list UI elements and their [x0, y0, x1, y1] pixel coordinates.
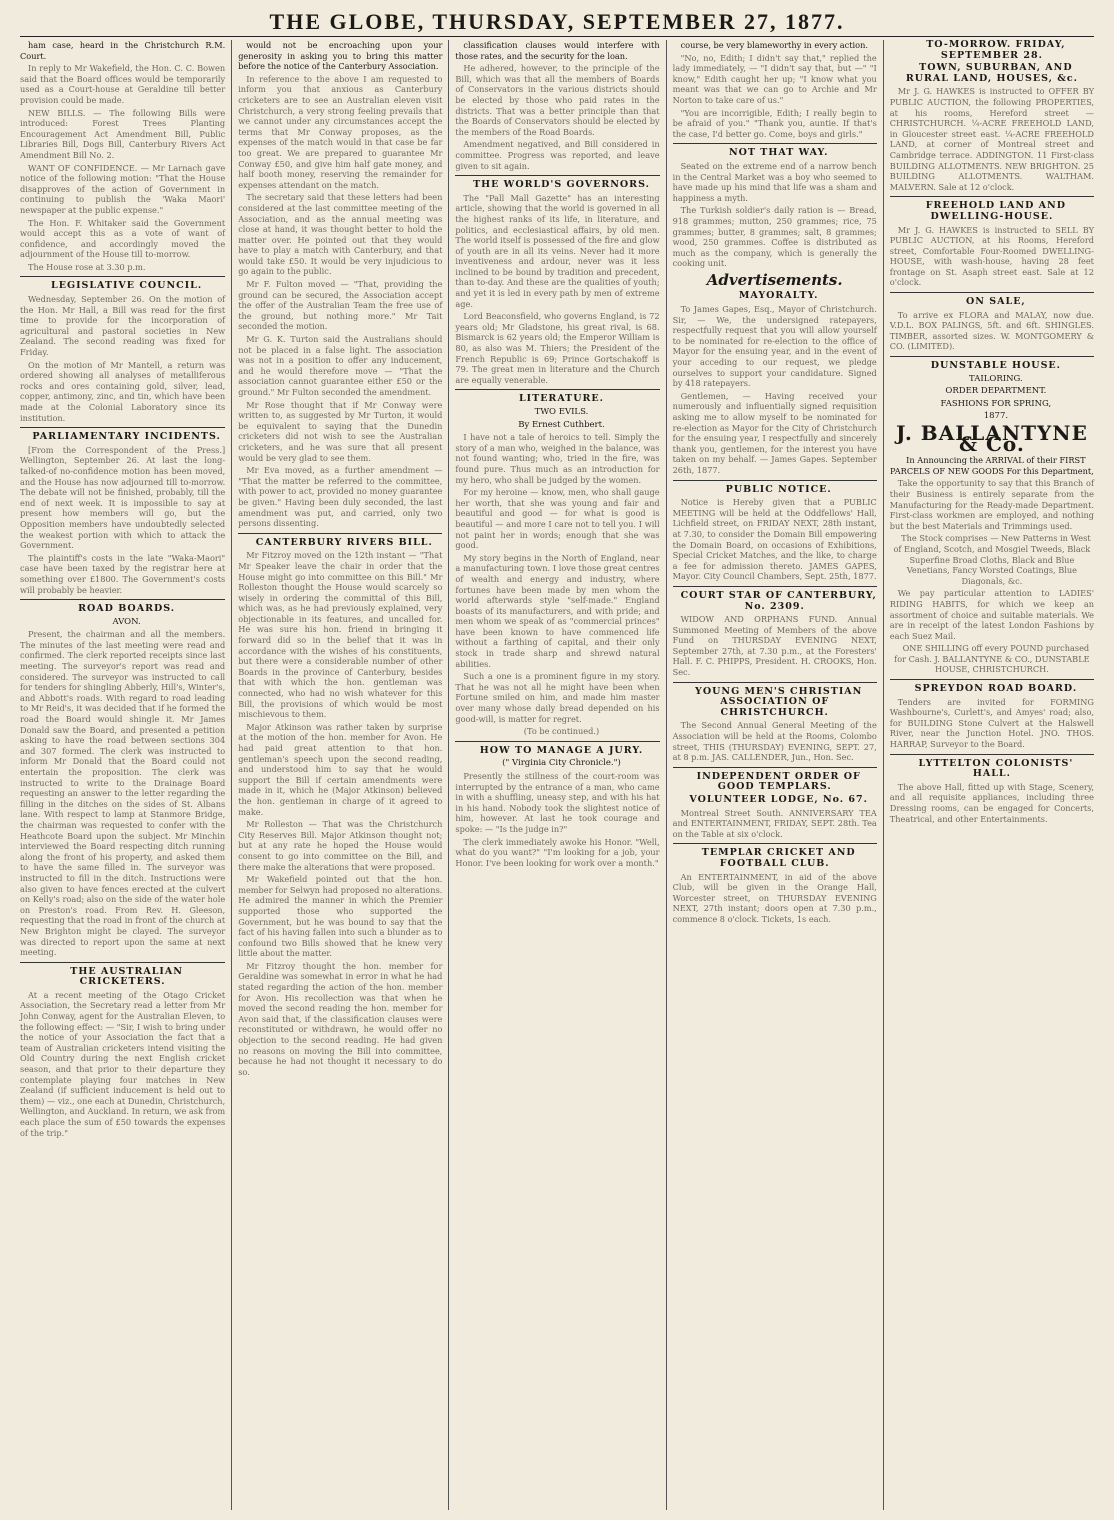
heading-lyttelton: LYTTELTON COLONISTS' HALL. — [918, 757, 1074, 780]
heading-year: 1877. — [983, 411, 1009, 422]
heading-rivers: CANTERBURY RIVERS BILL. — [255, 536, 433, 548]
heading-on-sale: ON SALE, — [966, 296, 1026, 308]
heading-spreydon: SPREYDON ROAD BOARD. — [914, 683, 1078, 695]
heading-mayoralty: MAYORALTY. — [738, 290, 819, 302]
col4-intro: course, be very blameworthy in every action. — [680, 40, 868, 50]
col1-intro: ham case, heard in the Christchurch R.M. Court. — [20, 40, 226, 61]
heading-public-notice: PUBLIC NOTICE. — [725, 483, 832, 495]
heading-literature: LITERATURE. — [519, 393, 604, 405]
heading-parliamentary: PARLIAMENTARY INCIDENTS. — [32, 431, 221, 443]
column-2: would not be encroaching upon your generosity in asking you to bring this matter before the notice of the Canterbury Association. In reference to the above I am requested to inform you that anxious as Canterbury cricketers are to see an Australian eleven visit Christchurch, a very strong feeling prevails that we cannot under any circumstances accept the terms that Mr Conway proposes, as the expenses of the match would in that case be far too great. We are prepared to guarantee Mr Conway £50, and give him half gate money, and half booth money, reserving the remainder for expenses attendant on the match. The secretary said that these letters had been considered at the last committee meeting of the Association, and as the annual meeting was close at hand, it was thought better to hold the matter over. He pointed out that they would have to play a match with Canterbury, and that would take £50. It would be very injudicious to go again to the public. Mr F. Fulton moved — "That, providing the ground can be secured, the Association accept the offer of the Australian Team the free use of the ground, but nothing more." Mr Tait seconded the motion. Mr G. K. Turton said the Australians should not be placed in a false light. The association was not in a position to offer any inducement, and he would therefore move — "That the association cannot guarantee either £50 or the ground." Mr Fulton seconded the amendment. Mr Rose thought that if Mr Conway were written to, as suggested by Mr Turton, it would be equivalent to saying that the Dunedin cricketers did not wish to see the Australian cricketers, and he was sure that all present would be very glad to see them. Mr Eva moved, as a further amendment — "That the matter be referred to the committee, with power to act, provided no money guarantee be given." Having been duly seconded, the last amendment was put, and carried, only two persons dissenting. CANTERBURY RIVERS BILL. Mr Fitzroy moved on the 12th instant — "That Mr Speaker leave the chair in order that the House might go into committee on this Bill." Mr Rolleston thought the House would scarcely so wisely in ordering the committal of this Bill, which was, as he had previously explained, very objectionable in its features, and uncalled for. He was sure his hon. friend in bringing it forward did so in the belief that it was in accordance with the wishes of his constituents, but there were a considerable number of other Boards in the province of Canterbury, besides that with which the hon. gentleman was connected, who had no wish whatever for this Bill, the provisions of which would be most mischievous to them. Major Atkinson was rather taken by surprise at the motion of the hon. member for Avon. He had paid great attention to that hon. gentleman's speech upon the second reading, and understood him to say that he would support the Bill if certain amendments were made in it, which he (Major Atkinson) believed the hon. gentleman in charge of it agreed to make. Mr Rolleston — That was the Christchurch City Reserves Bill. Major Atkinson thought not; but at any rate he hoped the House would consent to go into committee on the Bill, and there make the alterations that were proposed. Mr Wakefield pointed out that the hon. member for Selwyn had proposed no alterations. He admired the manner in which the Premier supported those who supported the Government, but he was bound to say that the fact of his having fallen into such a blunder as to confound two Bills showed that he knew very little about the matter. Mr Fitzroy thought the hon. member for Geraldine was somewhat in error in what he had stated regarding the action of the hon. member for Avon. His recollection was that when he moved the second reading the hon. member for Avon said that, if the classification clauses were reconstituted or withdrawn, he would offer no objection to the second reading. He had given no reasons on moving the Bill into committee, because he had not thought it necessary to do so. — [231, 40, 448, 1510]
heading-court-star: COURT STAR OF CANTERBURY, No. 2309. — [680, 589, 877, 612]
heading-governors: THE WORLD'S GOVERNORS. — [473, 179, 650, 191]
heading-town: TOWN, SUBURBAN, AND RURAL LAND, HOUSES, &c. — [905, 62, 1078, 84]
jury-source: (" Virginia City Chronicle.") — [502, 758, 621, 769]
column-1: ham case, heard in the Christchurch R.M. Court. In reply to Mr Wakefield, the Hon. C. C. Bowen said that the Board offices would be temporarily used as a Court-house at Geraldine till better provision could be made. NEW BILLS. — The following Bills were introduced: Forest Trees Planting Encouragement Act Amendment Bill, Public Libraries Bill, Dogs Bill, Canterbury Rivers Act Amendment Bill No. 2. WANT OF CONFIDENCE. — Mr Larnach gave notice of the following motion: "That the House disapproves of the action of Government in continuing to publish the 'Waka Maori' newspaper at the public expense." The Hon. F. Whitaker said the Government would accept this as a vote of want of confidence, and accordingly moved the adjournment of the House till to-morrow. The House rose at 3.30 p.m. LEGISLATIVE COUNCIL. Wednesday, September 26. On the motion of the Hon. Mr Hall, a Bill was read for the first time to provide for the incorporation of agricultural and pastoral societies in New Zealand. The second reading was fixed for Friday. On the motion of Mr Mantell, a return was ordered showing all analyses of metalliferous rocks and ores containing gold, silver, lead, copper, antimony, zinc, and tin, which have been made at the Colonial Laboratory since its institution. PARLIAMENTARY INCIDENTS. [From the Correspondent of the Press.] Wellington, September 26. At last the long-talked-of no-confidence motion has been moved, and the House has now adjourned till to-morrow. The debate will not be finished, probably, till the end of next week. It is impossible to say at present how members will go, but the Opposition members have undoubtedly selected the weakest portion with which to attack the Government. The plaintiff's costs in the late "Waka-Maori" case have been taxed by the registrar here at something over £1800. The Government's costs will probably be heavier. ROAD BOARDS. AVON. Present, the chairman and all the members. The minutes of the last meeting were read and confirmed. The clerk reported receipts since last meeting. The surveyor's report was read and considered. The surveyor was instructed to call for tenders for shingling Abberly, Hill's, Winter's, and Abbott's roads. With regard to road leading to Mr Reid's, it was decided that if he formed the road the Board would shingle it. Mr James Donald saw the Board, and presented a petition asking to have the road between sections 304 and 307 formed. The clerk was instructed to inform Mr Donald that the Board could not entertain the proposition. The clerk was instructed to write to the Drainage Board requesting an answer to the letter regarding the filling in the ditches on the sides of St. Albans lane. With respect to lamp at Stanmore Bridge, the chairman was requested to confer with the Heathcote Board upon the subject. Mr Minchin interviewed the Board respecting ditch running along the front of his property, and asked them to have the same filled in. The surveyor was instructed to fill in the ditch. Instructions were also given to have fences erected at the culvert on Kelly's road; also on the side of the water hole on Preston's road. From Rev. H. Gleeson, requesting that the road in front of the church at New Brighton might be clayed. The surveyor was directed to report upon the same at next meeting. THE AUSTRALIAN CRICKETERS. At a recent meeting of the Otago Cricket Association, the Secretary read a letter from Mr John Conway, agent for the Australian Eleven, to the following effect: — "Sir, I wish to bring under the notice of your Association the fact that a team of Australian cricketers intend visiting the Old Country during the next English cricket season, and that prior to their departure they contemplate playing four matches in New Zealand (if sufficient inducement is held out to them) — viz., one each at Dunedin, Christchurch, Wellington, and Auckland. In return, we ask from each place the sum of £50 towards the expenses of the trip." — [20, 40, 226, 1138]
column-3: classification clauses would interfere with those rates, and the security for the loan. He adhered, however, to the principle of the Bill, which was that all the members of Boards of Conservators in the various districts should be elected by those who paid rates in the districts. That was a better principle than that the Boards of Conservators should be elected by the members of the Road Boards. Amendment negatived, and Bill considered in committee. Progress was reported, and leave given to sit again. THE WORLD'S GOVERNORS. The "Pall Mall Gazette" has an interesting article, showing that the world is governed in all the highest ranks of its life, in literature, and politics, and ecclesiastical affairs, by old men. The world itself is possessed of the fire and glow of youth are in all its veins. Never had it more inventiveness and ardour, never was it less inclined to be bound by tradition and precedent, than to-day. And these are the qualities of youth; and yet it is led in every path by men of extreme age. Lord Beaconsfield, who governs England, is 72 years old; Mr Gladstone, his great rival, is 68. Bismarck is 62 years old; the Emperor William is 80, as also was M. Thiers; the President of the French Republic is 69; Prince Gortschakoff is 79. The great men in literature and the Church are equally venerable. LITERATURE. TWO EVILS. By Ernest Cuthbert. I have not a tale of heroics to tell. Simply the story of a man who, weighed in the balance, was not found wanting; who, tried in the fire, was found pure. Thus much as an introduction for my hero, who shall be judged by the women. For my heroine — know, men, who shall gauge her worth, that she was young and fair and beautiful and good — for what is good is beautiful — and more I care not to tell you. I will not paint her in words; enough that she was good. My story begins in the North of England, near a manufacturing town. I love those great centres of wealth and energy and industry, where fortunes have been made by men whom the world afterwards style "self-made." England boasts of its manufacturers, and with pride; and men whom we speak of as "commercial princes" have been known to have commenced life without a farthing of capital, and their only stock in trade sharp and shrewd natural abilities. Such a one is a prominent figure in my story. That he was not all he might have been when Fortune smiled on him, and made him master over many whose daily bread depended on his good-will, is matter for regret. (To be continued.) HOW TO MANAGE A JURY. (" Virginia City Chronicle.") Presently the stillness of the court-room was interrupted by the entrance of a man, who came in with a shuffling, uneasy step, and with his hat in his hand. Nobody took the slightest notice of him, however. At last he took courage and spoke: — "Is the judge in?" The clerk immediately awoke his Honor. "Well, what do you want?" "I'm looking for a job, your Honor. I've been looking for work over a month." — [448, 40, 665, 1510]
heading-ymca: YOUNG MEN'S CHRISTIAN ASSOCIATION OF CHRISTCHURCH. — [695, 685, 863, 718]
heading-avon: AVON. — [112, 616, 141, 627]
heading-oddfellows: INDEPENDENT ORDER OF GOOD TEMPLARS. — [696, 770, 861, 793]
byline: By Ernest Cuthbert. — [518, 419, 605, 430]
heading-order-dept: ORDER DEPARTMENT. — [945, 386, 1047, 397]
heading-road-boards: ROAD BOARDS. — [78, 603, 176, 615]
heading-legislative: LEGISLATIVE COUNCIL. — [51, 280, 203, 292]
column-5: TO-MORROW. FRIDAY, SEPTEMBER 28. TOWN, SUBURBAN, AND RURAL LAND, HOUSES, &c. Mr J. G. HAWKES is instructed to OFFER BY PUBLIC AUCTION, the following PROPERTIES, at his rooms, Hereford street — CHRISTCHURCH. ¼-ACRE FREEHOLD LAND, in Gloucester street east. ¼-ACRE FREEHOLD LAND, at corner of Montreal street and Cambridge terrace. ADDINGTON. 11 First-class BUILDING ALLOTMENTS. NEW BRIGHTON. 25 BUILDING ALLOTMENTS. WALTHAM. MALVERN. Sale at 12 o'clock. FREEHOLD LAND AND DWELLING-HOUSE. Mr J. G. HAWKES is instructed to SELL BY PUBLIC AUCTION, at his Rooms, Hereford street, Comfortable Four-Roomed DWELLING-HOUSE, with wash-house, having 28 feet frontage on St. Asaph street east. Sale at 12 o'clock. ON SALE, To arrive ex FLORA and MALAY, now due. V.D.L. BOX PALINGS, 5ft. and 6ft. SHINGLES. TIMBER, assorted sizes. W. MONTGOMERY & CO. (LIMITED). DUNSTABLE HOUSE. TAILORING. ORDER DEPARTMENT. FASHIONS FOR SPRING, 1877. J. BALLANTYNE & Co. In Announcing the ARRIVAL of their FIRST PARCELS OF NEW GOODS For this Department, Take the opportunity to say that this Branch of their Business is entirely separate from the Manufacturing for the Ready-made Department. First-class workmen are employed, and nothing but the best Materials and Trimmings used. The Stock comprises — New Patterns in West of England, Scotch, and Mosgiel Tweeds, Black Superfine Broad Cloths, Black and Blue Venetians, Fancy Worsted Coatings, Blue Diagonals, &c. We pay particular attention to LADIES' RIDING HABITS, for which we keep an assortment of choice and suitable materials. We are in receipt of the latest London Fashions by each Suez Mail. ONE SHILLING off every POUND purchased for Cash. J. BALLANTYNE & CO., DUNSTABLE HOUSE, CHRISTCHURCH. SPREYDON ROAD BOARD. Tenders are invited for FORMING Washbourne's, Curlett's, and Amyes' road; also, for BUILDING Stone Culvert at the Halswell River, near the Junction Hotel. JNO. THOS. HARRAP, Surveyor to the Board. LYTTELTON COLONISTS' HALL. The above Hall, fitted up with Stage, Scenery, and all requisite appliances, including three Dressing rooms, can be engaged for Concerts, Theatrical, and other Entertainments. — [883, 40, 1100, 1510]
heading-freehold: FREEHOLD LAND AND DWELLING-HOUSE. — [925, 200, 1066, 222]
masthead — [20, 8, 1094, 37]
heading-fashions: FASHIONS FOR SPRING, — [940, 398, 1052, 409]
col3-intro: classification clauses would interfere with those rates, and the security for the loan. — [455, 40, 660, 61]
col5-intro: In Announcing the ARRIVAL of their FIRST PARCELS OF NEW GOODS For this Department, — [889, 455, 1094, 476]
column-4: course, be very blameworthy in every action. "No, no, Edith; I didn't say that," replied the lady immediately, — "I didn't say that, but —" "I know," Edith caught her up; "I know what you meant was that we can go to Archie and Mr Norton to take care of us." "You are incorrigible, Edith; I really begin to be afraid of you." "Thank you, auntie. If that's the case, I'd better go. Come, boys and girls." NOT THAT WAY. Seated on the extreme end of a narrow bench in the Central Market was a boy who seemed to have made up his mind that life was a sham and happiness a myth. The Turkish soldier's daily ration is — Bread, 918 grammes; mutton, 250 grammes; rice, 75 grammes; butter, 8 grammes; salt, 8 grammes; wood, 250 grammes. Coffee is distributed as much as the company, which is generally the cooking unit. Advertisements. MAYORALTY. To James Gapes, Esq., Mayor of Christchurch. Sir, — We, the undersigned ratepayers, respectfully request that you will allow yourself to be nominated for re-election to the office of Mayor for the ensuing year, and in the event of your acceding to our request, we pledge ourselves to support your candidature. Signed by 418 ratepayers. Gentlemen, — Having received your numerously and influentially signed requisition asking me to allow myself to be nominated for re-election as Mayor for the City of Christchurch for the ensuing year, I respectfully and sincerely thank you, gentlemen, for the interest you have taken on my behalf. — James Gapes. September 26th, 1877. PUBLIC NOTICE. Notice is Hereby given that a PUBLIC MEETING will be held at the Oddfellows' Hall, Lichfield street, on FRIDAY NEXT, 28th instant, at 7.30, to consider the Domain Bill empowering the Domain Board, on occasions of Exhibitions, Special Cricket Matches, and the like, to charge a fee for admission thereto. JAMES GAPES, Mayor. City Council Chambers, Sept. 25th, 1877. COURT STAR OF CANTERBURY, No. 2309. WIDOW AND ORPHANS FUND. Annual Summoned Meeting of Members of the above Fund on THURSDAY EVENING NEXT, September 27th, at 7.30 p.m., at the Foresters' Hall. F. C. PHIPPS, President. H. CROOKS, Hon. Sec. YOUNG MEN'S CHRISTIAN ASSOCIATION OF CHRISTCHURCH. The Second Annual General Meeting of the Association will be held at the Rooms, Colombo street, THIS (THURSDAY) EVENING, SEPT. 27, at 8 p.m. JAS. CALLENDER, Jun., Hon. Sec. INDEPENDENT ORDER OF GOOD TEMPLARS. VOLUNTEER LODGE, No. 67. Montreal Street South. ANNIVERSARY TEA and ENTERTAINMENT, FRIDAY, SEPT. 28th. Tea on the Table at six o'clock. TEMPLAR CRICKET AND FOOTBALL CLUB. An ENTERTAINMENT, in aid of the above Club, will be given in the Orange Hall, Worcester street, on THURSDAY EVENING NEXT, 27th instant; doors open at 7.30 p.m., commence 8 o'clock. Tickets, 1s each. — [666, 40, 883, 1510]
col2-intro: would not be encroaching upon your generosity in asking you to bring this matter before the notice of the Canterbury Association. — [238, 40, 443, 72]
heading-volunteer: VOLUNTEER LODGE, No. 67. — [689, 794, 868, 805]
heading-tomorrow: TO-MORROW. FRIDAY, SEPTEMBER 28. — [926, 40, 1066, 61]
heading-templar: TEMPLAR CRICKET AND FOOTBALL CLUB. — [701, 847, 856, 869]
heading-cricketers: THE AUSTRALIAN CRICKETERS. — [70, 965, 183, 988]
heading-ballantyne: J. BALLANTYNE & Co. — [895, 421, 1088, 456]
columns — [14, 40, 1100, 1510]
heading-two-evils: TWO EVILS. — [534, 407, 589, 417]
heading-tailoring: TAILORING. — [969, 373, 1023, 384]
heading-not-that-way: NOT THAT WAY. — [728, 147, 829, 159]
page-title: THE GLOBE, THURSDAY, SEPTEMBER 27, 1877. — [269, 9, 845, 34]
heading-dunstable: DUNSTABLE HOUSE. — [930, 360, 1061, 372]
heading-advertisements: Advertisements. — [706, 270, 843, 289]
heading-jury: HOW TO MANAGE A JURY. — [479, 744, 644, 756]
